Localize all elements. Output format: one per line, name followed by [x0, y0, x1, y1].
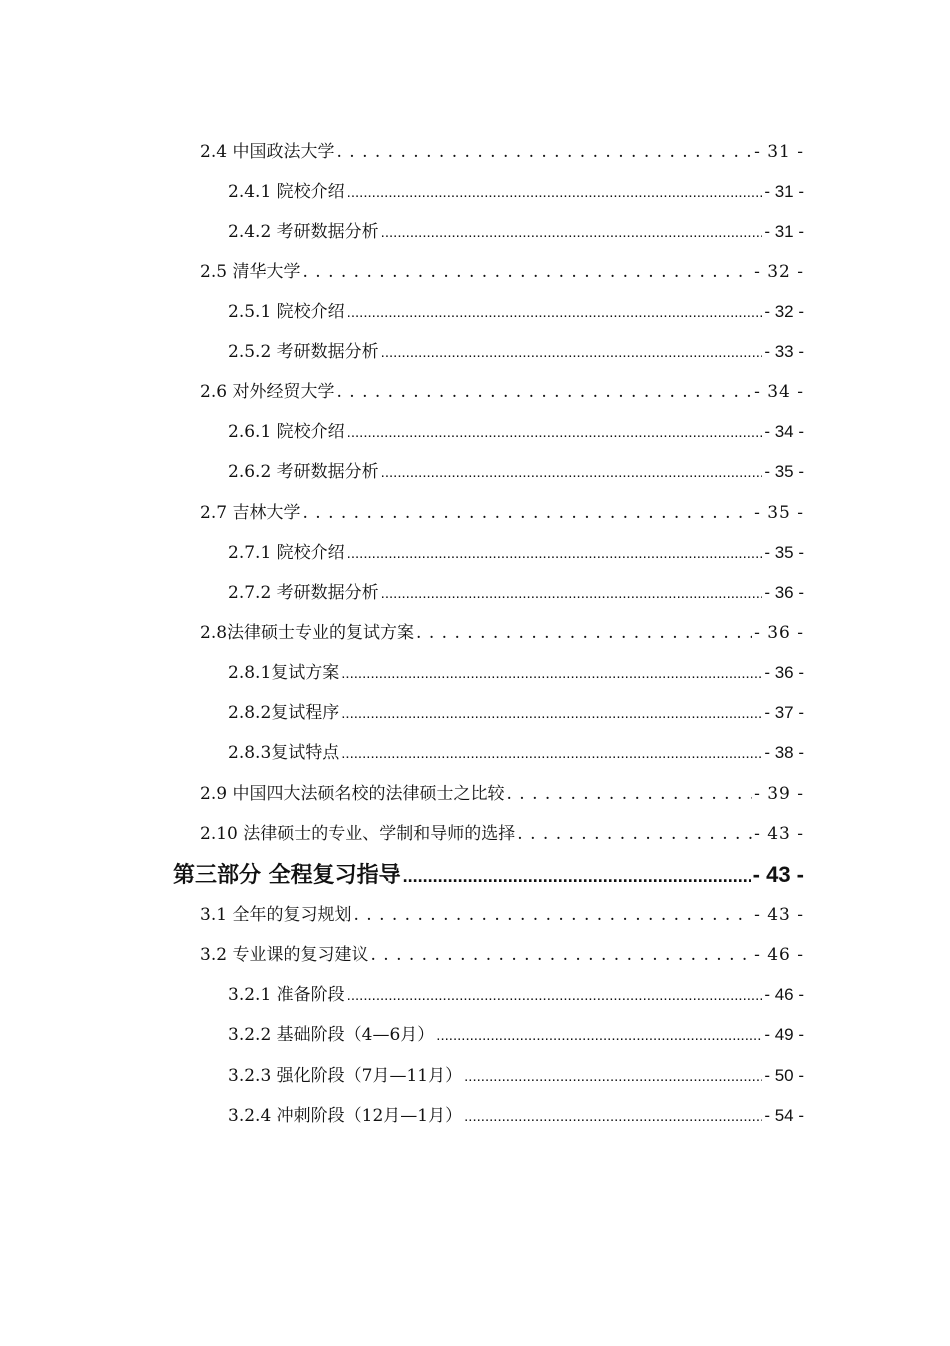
toc-entry-page: - 31 - [764, 182, 804, 201]
toc-entry-title: 2.7.1 院校介绍 [228, 543, 345, 563]
toc-entry-3-2-4[interactable] [228, 1101, 804, 1131]
toc-entry-page: - 43 - [752, 862, 804, 887]
dot-leader [381, 338, 763, 367]
toc-entry-page: - 32 - [764, 302, 804, 321]
toc-entry-title: 2.7 吉林大学 [200, 503, 301, 523]
toc-entry-title: 2.8.2复试程序 [228, 703, 340, 723]
dot-leader [341, 739, 762, 768]
toc-entry-title: 第三部分 全程复习指导 [173, 863, 401, 888]
dot-leader [341, 699, 762, 728]
toc-entry-page: - 34 - [754, 382, 804, 402]
dot-leader [436, 1021, 762, 1050]
dot-leader [347, 539, 763, 568]
toc-entry-page: - 46 - [754, 945, 804, 965]
toc-entry-2-4[interactable] [200, 137, 804, 167]
dot-leader [381, 458, 763, 487]
toc-entry-2-8[interactable] [200, 618, 804, 648]
toc-entry-2-7-2[interactable] [228, 578, 804, 608]
toc-entry-page: - 36 - [764, 663, 804, 682]
toc-entry-2-7-1[interactable] [228, 538, 804, 568]
dot-leader [336, 137, 752, 167]
dot-leader [403, 858, 751, 893]
dot-leader [347, 418, 763, 447]
dot-leader [506, 779, 752, 809]
toc-entry-title: 2.9 中国四大法硕名校的法律硕士之比较 [200, 784, 505, 804]
toc-entry-title: 3.2 专业课的复习建议 [200, 945, 369, 965]
toc-entry-title: 2.7.2 考研数据分析 [228, 583, 379, 603]
toc-entry-page: - 49 - [764, 1025, 804, 1044]
toc-entry-3-2-1[interactable] [228, 980, 804, 1010]
toc-entry-2-10[interactable] [200, 819, 804, 849]
toc-entry-3-2-3[interactable] [228, 1061, 804, 1091]
toc-entry-page: - 50 - [764, 1066, 804, 1085]
toc-entry-2-5-1[interactable] [228, 297, 804, 327]
toc-entry-title: 2.6.2 考研数据分析 [228, 462, 379, 482]
toc-entry-2-7[interactable] [200, 498, 804, 528]
toc-entry-title: 2.8.1复试方案 [228, 663, 340, 683]
toc-entry-title: 2.6 对外经贸大学 [200, 382, 335, 402]
dot-leader [464, 1102, 762, 1131]
toc-entry-2-6-2[interactable] [228, 457, 804, 487]
toc-entry-page: - 39 - [754, 784, 804, 804]
toc-entry-2-5-2[interactable] [228, 337, 804, 367]
toc-entry-title: 2.5 清华大学 [200, 262, 301, 282]
toc-entry-page: - 43 - [754, 824, 804, 844]
toc-part-3-heading[interactable] [173, 857, 804, 893]
toc-entry-title: 2.8法律硕士专业的复试方案 [200, 623, 415, 643]
toc-entry-2-8-3[interactable] [228, 738, 804, 768]
dot-leader [347, 981, 763, 1010]
dot-leader [347, 298, 763, 327]
toc-entry-3-1[interactable] [200, 900, 804, 930]
dot-leader [381, 579, 763, 608]
toc-entry-title: 2.4.2 考研数据分析 [228, 222, 379, 242]
dot-leader [416, 618, 752, 648]
toc-entry-page: - 32 - [754, 262, 804, 282]
dot-leader [341, 659, 762, 688]
toc-entry-title: 3.2.3 强化阶段（7月—11月） [228, 1066, 463, 1086]
toc-entry-title: 3.1 全年的复习规划 [200, 905, 352, 925]
toc-entry-page: - 38 - [764, 743, 804, 762]
toc-entry-page: - 35 - [754, 503, 804, 523]
toc-entry-title: 2.10 法律硕士的专业、学制和导师的选择 [200, 824, 516, 844]
dot-leader [517, 819, 752, 849]
toc-entry-title: 2.4.1 院校介绍 [228, 182, 345, 202]
dot-leader [353, 900, 752, 930]
toc-entry-2-9[interactable] [200, 779, 804, 809]
toc-entry-title: 3.2.2 基础阶段（4—6月） [228, 1025, 435, 1045]
toc-entry-2-8-1[interactable] [228, 658, 804, 688]
toc-entry-title: 2.8.3复试特点 [228, 743, 340, 763]
toc-entry-page: - 54 - [764, 1106, 804, 1125]
toc-entry-page: - 31 - [754, 142, 804, 162]
dot-leader [381, 218, 763, 247]
toc-entry-title: 2.6.1 院校介绍 [228, 422, 345, 442]
toc-entry-3-2-2[interactable] [228, 1020, 804, 1050]
toc-entry-page: - 46 - [764, 985, 804, 1004]
dot-leader [302, 257, 752, 287]
toc-entry-2-4-1[interactable] [228, 177, 804, 207]
toc-entry-page: - 35 - [764, 462, 804, 481]
toc-entry-title: 2.5.1 院校介绍 [228, 302, 345, 322]
toc-entry-page: - 37 - [764, 703, 804, 722]
toc-entry-page: - 36 - [754, 623, 804, 643]
dot-leader [464, 1062, 762, 1091]
toc-entry-page: - 43 - [754, 905, 804, 925]
toc-entry-page: - 35 - [764, 543, 804, 562]
toc-entry-page: - 31 - [764, 222, 804, 241]
dot-leader [370, 940, 752, 970]
toc-entry-2-8-2[interactable] [228, 698, 804, 728]
toc-entry-page: - 36 - [764, 583, 804, 602]
dot-leader [347, 178, 763, 207]
toc-entry-page: - 34 - [764, 422, 804, 441]
toc-entry-2-6-1[interactable] [228, 417, 804, 447]
toc-entry-3-2[interactable] [200, 940, 804, 970]
toc-entry-title: 3.2.1 准备阶段 [228, 985, 345, 1005]
toc-entry-title: 2.4 中国政法大学 [200, 142, 335, 162]
toc-entry-title: 2.5.2 考研数据分析 [228, 342, 379, 362]
dot-leader [336, 377, 752, 407]
dot-leader [302, 498, 752, 528]
toc-entry-2-5[interactable] [200, 257, 804, 287]
toc-entry-2-6[interactable] [200, 377, 804, 407]
toc-entry-page: - 33 - [764, 342, 804, 361]
toc-entry-title: 3.2.4 冲刺阶段（12月—1月） [228, 1106, 463, 1126]
toc-entry-2-4-2[interactable] [228, 217, 804, 247]
